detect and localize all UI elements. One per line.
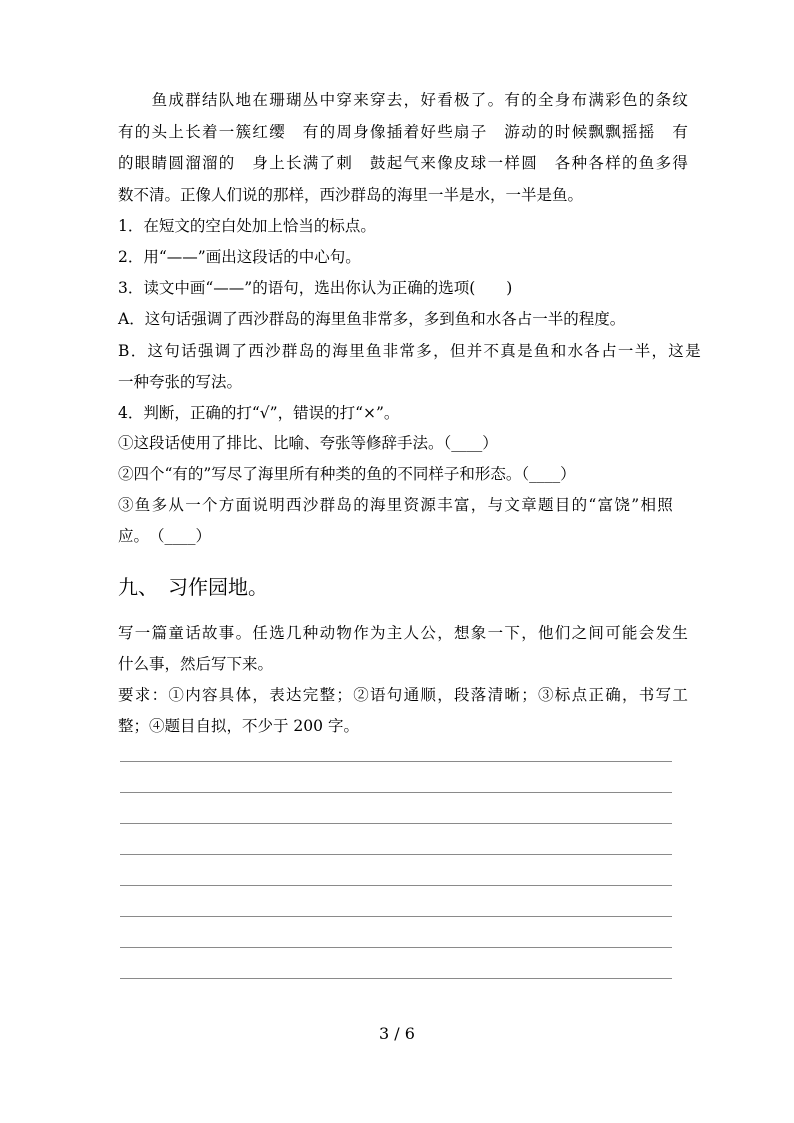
writing-line[interactable] — [120, 823, 672, 824]
question-2: 2．用“——”画出这段话的中心句。 — [118, 248, 361, 266]
judgment-item-3-continued: 应。 （____） — [118, 527, 212, 545]
requirements-line-2: 整；④题目自拟，不少于 200 字。 — [118, 717, 359, 735]
judgment-item-2: ②四个“有的”写尽了海里所有种类的鱼的不同样子和形态。（____） — [118, 465, 576, 483]
writing-line[interactable] — [120, 854, 672, 855]
option-b: B．这句话强调了西沙群岛的海里鱼非常多，但并不真是鱼和水各占一半，这是 — [118, 342, 702, 360]
writing-line[interactable] — [120, 916, 672, 917]
section-heading: 九、 习作园地。 — [118, 575, 268, 599]
option-a: A．这句话强调了西沙群岛的海里鱼非常多，多到鱼和水各占一半的程度。 — [118, 310, 626, 328]
writing-line[interactable] — [120, 978, 672, 979]
question-4: 4．判断，正确的打“√”，错误的打“×”。 — [118, 404, 400, 422]
writing-line[interactable] — [120, 885, 672, 886]
question-1: 1．在短文的空白处加上恰当的标点。 — [118, 217, 376, 235]
passage-line-1: 鱼成群结队地在珊瑚丛中穿来穿去，好看极了。有的全身布满彩色的条纹 — [118, 91, 690, 109]
passage-line-3: 的眼睛圆溜溜的 身上长满了刺 鼓起气来像皮球一样圆 各种各样的鱼多得 — [118, 154, 690, 172]
passage-line-4: 数不清。正像人们说的那样，西沙群岛的海里一半是水，一半是鱼。 — [118, 186, 584, 204]
page-number: 3 / 6 — [379, 1024, 415, 1043]
writing-line[interactable] — [120, 947, 672, 948]
prompt-line-2: 什么事，然后写下来。 — [118, 655, 274, 673]
judgment-item-1: ①这段话使用了排比、比喻、夸张等修辞手法。（____） — [118, 434, 498, 452]
requirements-line-1: 要求：①内容具体，表达完整；②语句通顺，段落清晰；③标点正确，书写工 — [118, 686, 690, 704]
question-3: 3．读文中画“——”的语句，选出你认为正确的选项( ) — [118, 279, 513, 297]
writing-line[interactable] — [120, 792, 672, 793]
writing-line[interactable] — [120, 761, 672, 762]
judgment-item-3: ③鱼多从一个方面说明西沙群岛的海里资源丰富，与文章题目的“富饶”相照 — [118, 496, 675, 514]
option-b-continued: 一种夸张的写法。 — [118, 373, 243, 391]
prompt-line-1: 写一篇童话故事。任选几种动物作为主人公，想象一下，他们之间可能会发生 — [118, 624, 690, 642]
passage-line-2: 有的头上长着一簇红缨 有的周身像插着好些扇子 游动的时候飘飘摇摇 有 — [118, 123, 690, 141]
